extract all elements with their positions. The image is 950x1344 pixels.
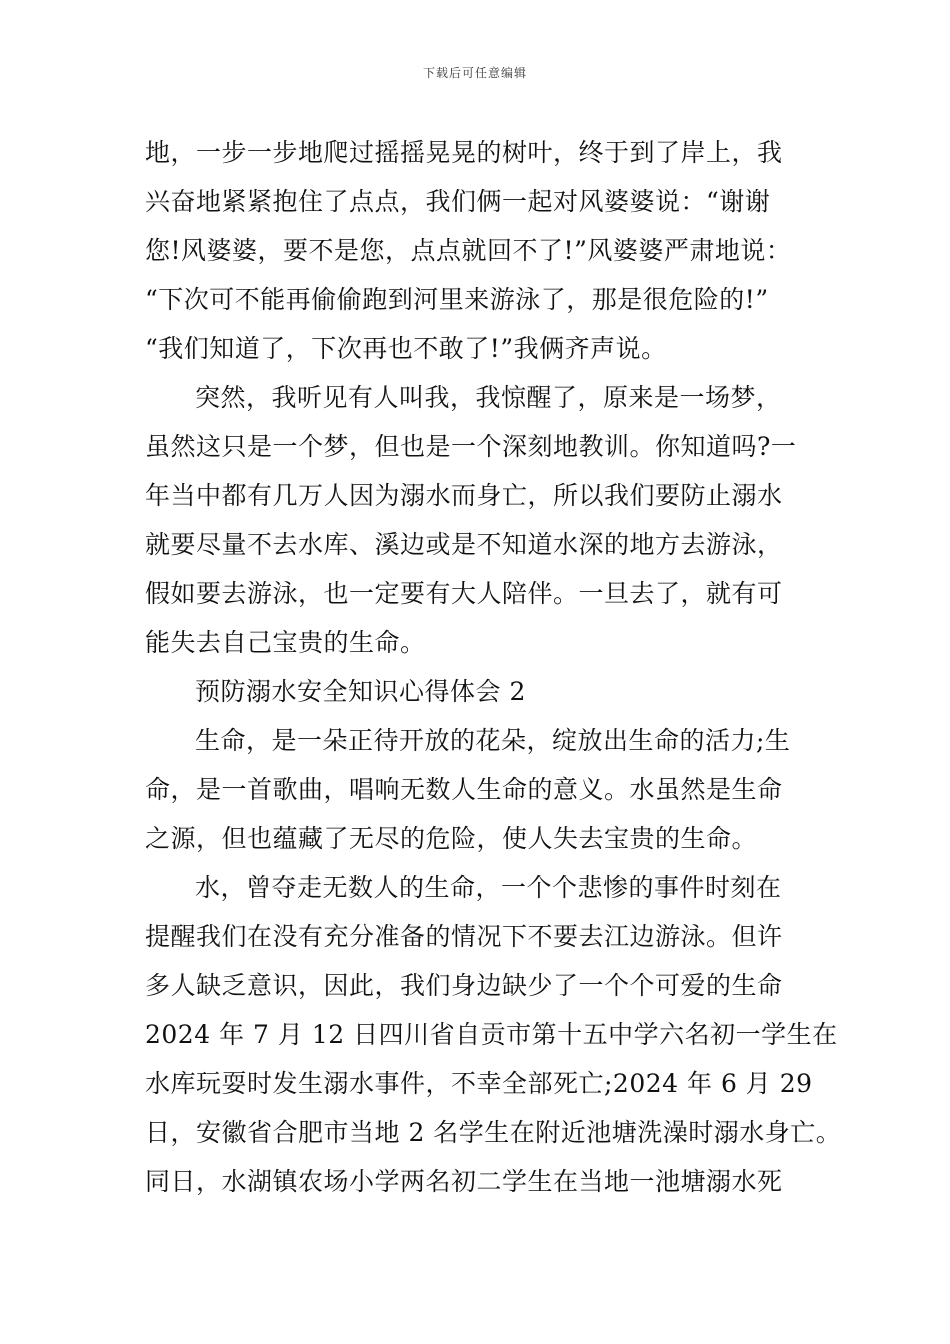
text-line: 年当中都有几万人因为溺水而身亡，所以我们要防止溺水 [145,481,783,510]
text-line: 地，一步一步地爬过摇摇晃晃的树叶，终于到了岸上，我 [145,138,783,167]
text-line: “下次可不能再偷偷跑到河里来游泳了，那是很危险的!” [145,285,769,314]
text-line: 提醒我们在没有充分准备的情况下不要去江边游泳。但许 [145,922,783,951]
text-line: 水库玩耍时发生溺水事件，不幸全部死亡;2024 年 6 月 29 [145,1069,813,1098]
text-line: 日，安徽省合肥市当地 2 名学生在附近池塘洗澡时溺水身亡。 [145,1118,842,1147]
text-line: 多人缺乏意识，因此，我们身边缺少了一个个可爱的生命 [145,971,783,1000]
text-line: 假如要去游泳，也一定要有大人陪伴。一旦去了，就有可 [145,579,783,608]
paragraph-start-line: 水，曾夺走无数人的生命，一个个悲惨的事件时刻在 [195,873,782,902]
section-heading: 预防溺水安全知识心得体会 2 [195,677,526,706]
text-line: 命，是一首歌曲，唱响无数人生命的意义。水虽然是生命 [145,775,783,804]
text-line: “我们知道了，下次再也不敢了!”我俩齐声说。 [145,334,667,363]
page-header: 下载后可任意编辑 [422,66,527,80]
text-line: 就要尽量不去水库、溪边或是不知道水深的地方去游泳， [145,530,783,559]
text-line: 同日，水湖镇农场小学两名初二学生在当地一池塘溺水死 [145,1167,783,1196]
text-line: 能失去自己宝贵的生命。 [145,628,426,657]
text-line: 您!风婆婆，要不是您，点点就回不了!”风婆婆严肃地说： [145,236,792,265]
paragraph-start-line: 生命，是一朵正待开放的花朵，绽放出生命的活力;生 [195,726,791,755]
text-line: 兴奋地紧紧抱住了点点，我们俩一起对风婆婆说：“谢谢 [145,187,771,216]
paragraph-start-line: 突然，我听见有人叫我，我惊醒了，原来是一场梦， [195,383,782,412]
document-body [145,128,842,1206]
text-line: 之源，但也蕴藏了无尽的危险，使人失去宝贵的生命。 [145,824,758,853]
text-line: 2024 年 7 月 12 日四川省自贡市第十五中学六名初一学生在 [145,1020,838,1049]
text-line: 虽然这只是一个梦，但也是一个深刻地教训。你知道吗?一 [145,432,797,461]
